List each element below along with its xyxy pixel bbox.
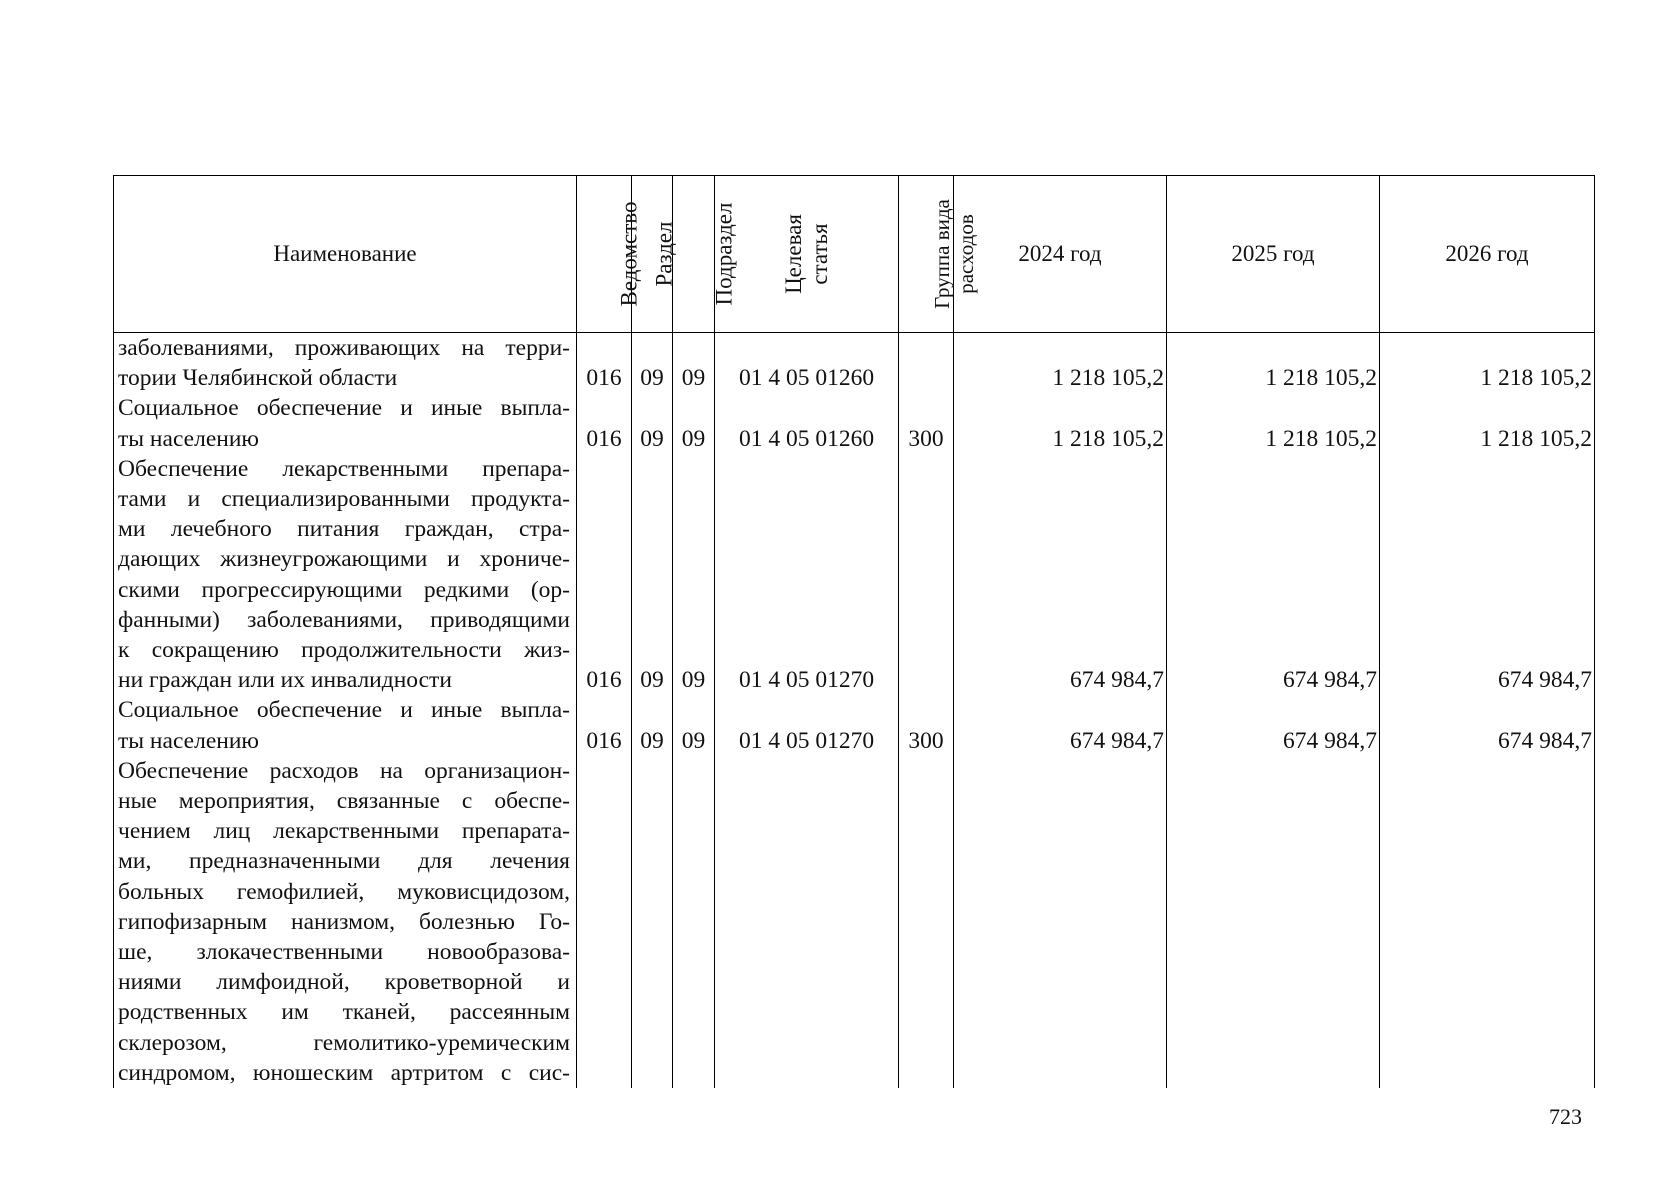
cell-gruppa-vida: 300 xyxy=(899,695,954,755)
table-row xyxy=(114,454,1595,696)
cell-razdel: 09 xyxy=(632,333,673,394)
cell-podrazdel: 09 xyxy=(673,393,715,453)
cell-2025 xyxy=(1167,756,1380,1088)
cell-gruppa-vida xyxy=(899,756,954,1088)
table-row xyxy=(114,695,1595,755)
header-2025: 2025 год xyxy=(1167,176,1380,333)
header-vedomstvo: Ведомство xyxy=(577,176,632,333)
cell-celevaya-statya: 01 4 05 01270 xyxy=(715,695,899,755)
cell-vedomstvo xyxy=(577,756,632,1088)
header-2026: 2026 год xyxy=(1380,176,1595,333)
page-number: 723 xyxy=(1549,1104,1582,1129)
cell-2026: 1 218 105,2 xyxy=(1380,333,1595,394)
cell-celevaya-statya: 01 4 05 01260 xyxy=(715,393,899,453)
cell-2026: 1 218 105,2 xyxy=(1380,393,1595,453)
header-podrazdel: Подраздел xyxy=(673,176,715,333)
table-row xyxy=(114,756,1595,1088)
cell-celevaya-statya: 01 4 05 01260 xyxy=(715,333,899,394)
cell-vedomstvo: 016 xyxy=(577,695,632,755)
cell-celevaya-statya xyxy=(715,756,899,1088)
header-celevaya-statya: Целевая статья xyxy=(715,176,899,333)
table-row xyxy=(114,393,1595,453)
cell-razdel xyxy=(632,756,673,1088)
cell-2024: 674 984,7 xyxy=(954,695,1167,755)
cell-podrazdel: 09 xyxy=(673,454,715,696)
cell-2024: 1 218 105,2 xyxy=(954,333,1167,394)
row-name: Социальное обеспечение и иные выпла- ты населению xyxy=(114,695,577,755)
table-header-row xyxy=(114,176,1595,333)
budget-table xyxy=(113,175,1595,1088)
cell-2025: 674 984,7 xyxy=(1167,695,1380,755)
header-gruppa-vida-rashodov: Группа вида расходов xyxy=(899,176,954,333)
header-name: Наименование xyxy=(114,176,577,333)
cell-podrazdel xyxy=(673,756,715,1088)
cell-gruppa-vida xyxy=(899,333,954,394)
cell-2025: 1 218 105,2 xyxy=(1167,393,1380,453)
row-name: Обеспечение лекарственными препара- тами и специализированными продукта- ми лечебного питания граждан, стра- дающих жизнеугрожающими и хрониче- скими прогрессирующими редкими (ор- фанными) заболеваниями, приводящими к сокращению продолжительности жиз- ни граждан или их инвалидности xyxy=(114,454,577,696)
cell-gruppa-vida xyxy=(899,454,954,696)
row-name: Социальное обеспечение и иные выпла- ты населению xyxy=(114,393,577,453)
cell-vedomstvo: 016 xyxy=(577,454,632,696)
cell-vedomstvo: 016 xyxy=(577,333,632,394)
cell-gruppa-vida: 300 xyxy=(899,393,954,453)
cell-podrazdel: 09 xyxy=(673,333,715,394)
cell-podrazdel: 09 xyxy=(673,695,715,755)
table-row xyxy=(114,333,1595,394)
header-2024: 2024 год xyxy=(954,176,1167,333)
row-name: Обеспечение расходов на организацион- ные мероприятия, связанные с обеспе- чением лиц лекарственными препарата- ми, предназначенными для лечения больных гемофилией, муковисцидозом, гипофизарным нанизмом, болезнью Го- ше, злокачественными новообразова- ниями лимфоидной, кроветворной и родственных им тканей, рассеянным склерозом, гемолитико-уремическим синдромом, юношеским артритом с сис- xyxy=(114,756,577,1088)
cell-celevaya-statya: 01 4 05 01270 xyxy=(715,454,899,696)
cell-razdel: 09 xyxy=(632,695,673,755)
header-razdel: Раздел xyxy=(632,176,673,333)
cell-razdel: 09 xyxy=(632,393,673,453)
cell-razdel: 09 xyxy=(632,454,673,696)
cell-2026 xyxy=(1380,756,1595,1088)
cell-vedomstvo: 016 xyxy=(577,393,632,453)
row-name: заболеваниями, проживающих на терри- тории Челябинской области xyxy=(114,333,577,394)
cell-2026: 674 984,7 xyxy=(1380,454,1595,696)
cell-2025: 1 218 105,2 xyxy=(1167,333,1380,394)
cell-2025: 674 984,7 xyxy=(1167,454,1380,696)
cell-2024: 674 984,7 xyxy=(954,454,1167,696)
cell-2026: 674 984,7 xyxy=(1380,695,1595,755)
cell-2024 xyxy=(954,756,1167,1088)
cell-2024: 1 218 105,2 xyxy=(954,393,1167,453)
